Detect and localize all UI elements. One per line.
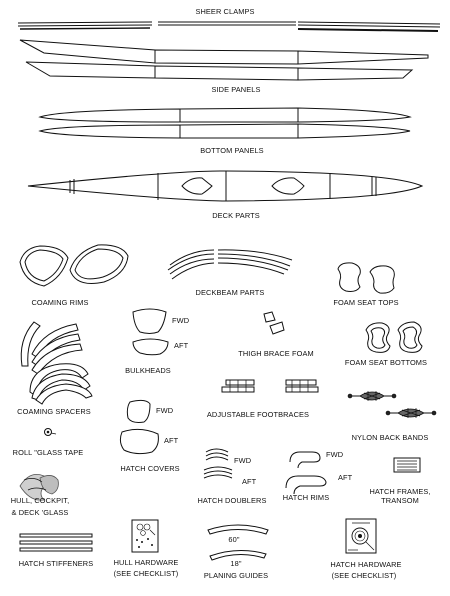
bulkhead-aft-label: AFT <box>174 341 189 350</box>
side-panels <box>20 40 428 80</box>
hull-hardware <box>132 520 158 552</box>
nylon-back-bands <box>348 391 436 418</box>
deck-parts-label: DECK PARTS <box>212 211 260 220</box>
hatch-doublers-label: HATCH DOUBLERS <box>197 496 267 505</box>
foam-seat-tops-label: FOAM SEAT TOPS <box>333 298 399 307</box>
hull-glass-label-line2: & DECK 'GLASS <box>11 508 69 517</box>
roll-glass-tape-label: ROLL "GLASS TAPE <box>12 448 84 457</box>
side-panels-label: SIDE PANELS <box>211 85 261 94</box>
hatch-frames-label-line1: HATCH FRAMES, <box>369 487 431 496</box>
thigh-brace-foam <box>264 312 284 334</box>
hatch-covers-label: HATCH COVERS <box>120 464 180 473</box>
bottom-panels <box>40 108 410 138</box>
hatch-hardware-label-line1: HATCH HARDWARE <box>330 560 402 569</box>
hatch-covers <box>120 400 158 453</box>
bulkhead-fwd-label: FWD <box>172 316 190 325</box>
hatch-doubler-aft-label: AFT <box>242 477 257 486</box>
deck-parts <box>28 171 422 201</box>
foam-seat-bottoms-label: FOAM SEAT BOTTOMS <box>344 358 428 367</box>
foam-seat-tops <box>338 263 394 293</box>
planing-guides-label: PLANING GUIDES <box>203 571 269 580</box>
sheer-clamps-label: SHEER CLAMPS <box>195 7 255 16</box>
hatch-hardware-label-line2: (SEE CHECKLIST) <box>331 571 397 580</box>
adjustable-footbraces-label: ADJUSTABLE FOOTBRACES <box>206 410 310 419</box>
thigh-brace-foam-label: THIGH BRACE FOAM <box>238 349 314 358</box>
hatch-frames-transom <box>394 458 420 472</box>
hatch-stiffeners <box>20 534 92 551</box>
hull-glass-label-line1: HULL, COCKPIT, <box>10 496 70 505</box>
nylon-back-bands-label: NYLON BACK BANDS <box>351 433 429 442</box>
bulkheads <box>133 309 168 355</box>
hatch-frames-label-line2: TRANSOM <box>381 496 419 505</box>
roll-glass-tape <box>45 429 57 436</box>
hatch-rims-label: HATCH RIMS <box>282 493 330 502</box>
planing-guide-18-label: 18" <box>230 559 242 568</box>
coaming-spacers <box>21 322 92 404</box>
deckbeam-parts-label: DECKBEAM PARTS <box>195 288 265 297</box>
planing-guide-60-label: 60" <box>228 535 240 544</box>
hatch-rims <box>286 452 326 494</box>
bottom-panels-label: BOTTOM PANELS <box>200 146 264 155</box>
coaming-spacers-label: COAMING SPACERS <box>17 407 91 416</box>
adjustable-footbraces <box>222 380 318 392</box>
hatch-doubler-fwd-label: FWD <box>234 456 252 465</box>
coaming-rims-label: COAMING RIMS <box>31 298 89 307</box>
hull-hardware-label-line2: (SEE CHECKLIST) <box>113 569 179 578</box>
hatch-doublers <box>204 449 232 478</box>
hatch-rim-aft-label: AFT <box>338 473 353 482</box>
hatch-hardware <box>346 519 376 553</box>
deckbeam-parts <box>168 250 292 279</box>
hatch-cover-aft-label: AFT <box>164 436 179 445</box>
foam-seat-bottoms <box>366 322 422 352</box>
hatch-stiffeners-label: HATCH STIFFENERS <box>18 559 94 568</box>
sheer-clamps <box>18 22 440 31</box>
hull-hardware-label-line1: HULL HARDWARE <box>113 558 179 567</box>
coaming-rims <box>20 245 128 286</box>
hatch-rim-fwd-label: FWD <box>326 450 344 459</box>
bulkheads-label: BULKHEADS <box>125 366 171 375</box>
hatch-cover-fwd-label: FWD <box>156 406 174 415</box>
